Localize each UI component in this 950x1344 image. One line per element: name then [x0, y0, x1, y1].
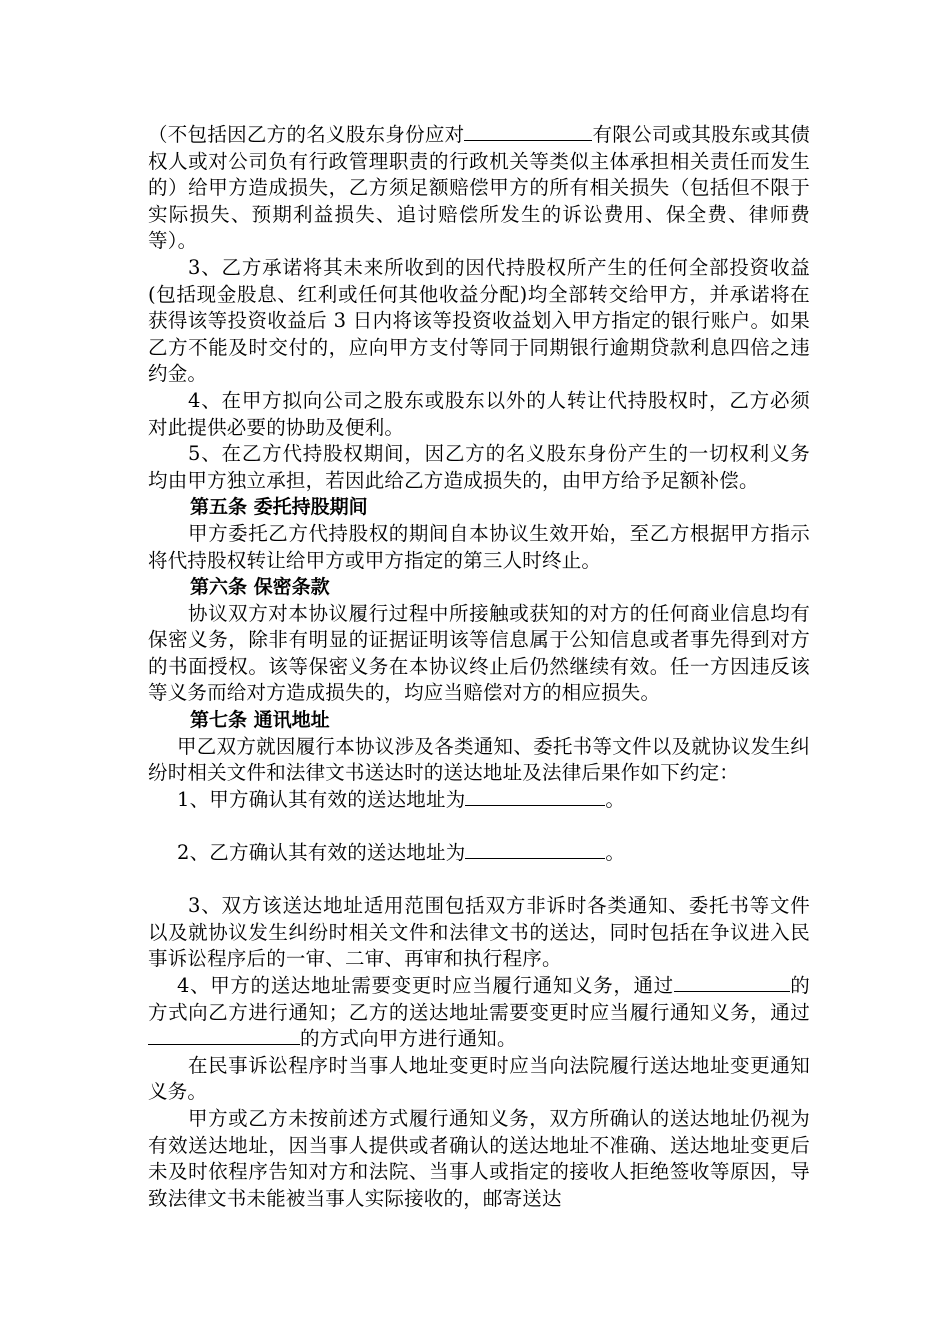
fill-in-blank-notice-method-b[interactable] [148, 1026, 300, 1045]
paragraph-clause-3: 3、乙方承诺将其未来所收到的因代持股权所产生的任何全部投资收益(包括现金股息、红利或任何其他收益分配)均全部转交给甲方，并承诺将在获得该等投资收益后 3 日内将该等投资收益划入甲方指定的银行账户。如果乙方不能及时交付的，应向甲方支付等同于同期银行逾期贷款利息四倍之违约金。 [148, 255, 810, 386]
paragraph-address-party-b [148, 840, 810, 867]
text-run: 1、甲方确认其有效的送达地址为 [177, 787, 466, 811]
spacer [148, 867, 810, 894]
section-heading-5: 第五条 委托持股期间 [190, 496, 368, 519]
paragraph-address-change [148, 973, 810, 1053]
paragraph-indemnity [148, 122, 810, 255]
paragraph-failure-notice: 甲方或乙方未按前述方式履行通知义务，双方所确认的送达地址仍视为有效送达地址，因当事人提供或者确认的送达地址不准确、送达地址变更后未及时依程序告知对方和法院、当事人或指定的接收人拒绝签收等原因，导致法律文书未能被当事人实际接收的，邮寄送达 [148, 1106, 810, 1210]
document-page [148, 122, 810, 1212]
paragraph-clause-4: 4、在甲方拟向公司之股东或股东以外的人转让代持股权时，乙方必须对此提供必要的协助及便利。 [148, 388, 810, 439]
paragraph-section-7: 甲乙双方就因履行本协议涉及各类通知、委托书等文件以及就协议发生纠纷时相关文件和法律文书送达时的送达地址及法律后果作如下约定： [148, 734, 810, 785]
text-run: 的方式向甲方进行通知。 [300, 1027, 517, 1051]
paragraph-section-5: 甲方委托乙方代持股权的期间自本协议生效开始，至乙方根据甲方指示将代持股权转让给甲方或甲方指定的第三人时终止。 [148, 521, 810, 572]
fill-in-blank-notice-method-a-1[interactable] [674, 973, 732, 992]
fill-in-blank-notice-method-a-2[interactable] [732, 973, 790, 992]
text-run: 的方式向乙方进行通知；乙方的送达地址需要变更时应当履行通知义务，通过 [148, 974, 810, 1024]
fill-in-blank-address-a[interactable] [465, 787, 605, 806]
text-run: 2、乙方确认其有效的送达地址为 [177, 841, 466, 865]
fill-in-blank-company[interactable] [464, 122, 592, 141]
paragraph-litigation-address: 在民事诉讼程序时当事人地址变更时应当向法院履行送达地址变更通知义务。 [148, 1053, 810, 1104]
paragraph-clause-5: 5、在乙方代持股权期间，因乙方的名义股东身份产生的一切权利义务均由甲方独立承担，若因此给乙方造成损失的，由甲方给予足额补偿。 [148, 442, 810, 492]
text-run: （不包括因乙方的名义股东身份应对 [148, 123, 465, 146]
paragraph-section-6: 协议双方对本协议履行过程中所接触或获知的对方的任何商业信息均有保密义务，除非有明显的证据证明该等信息属于公知信息或者事先得到对方的书面授权。该等保密义务在本协议终止后仍然继续有效。任一方因违反该等义务而给对方造成损失的，均应当赔偿对方的相应损失。 [148, 601, 810, 705]
paragraph-address-scope: 3、双方该送达地址适用范围包括双方非诉时各类通知、委托书等文件以及就协议发生纠纷时相关文件和法律文书的送达，同时包括在争议进入民事诉讼程序后的一审、二审、再审和执行程序。 [148, 894, 810, 971]
section-heading-6: 第六条 保密条款 [190, 576, 330, 599]
spacer [148, 813, 810, 840]
paragraph-address-party-a [148, 787, 810, 814]
fill-in-blank-address-b[interactable] [465, 840, 605, 859]
text-run: 4、甲方的送达地址需要变更时应当履行通知义务，通过 [177, 974, 674, 997]
section-heading-7: 第七条 通讯地址 [190, 709, 330, 732]
text-run: 有限公司或其股东或其债权人或对公司负有行政管理职责的行政机关等类似主体承担相关责任而发生的）给甲方造成损失，乙方须足额赔偿甲方的所有相关损失（包括但不限于实际损失、预期利益损失、追讨赔偿所发生的诉讼费用、保全费、律师费等）。 [148, 123, 811, 253]
text-run: 。 [605, 787, 626, 811]
text-run: 。 [605, 841, 626, 865]
